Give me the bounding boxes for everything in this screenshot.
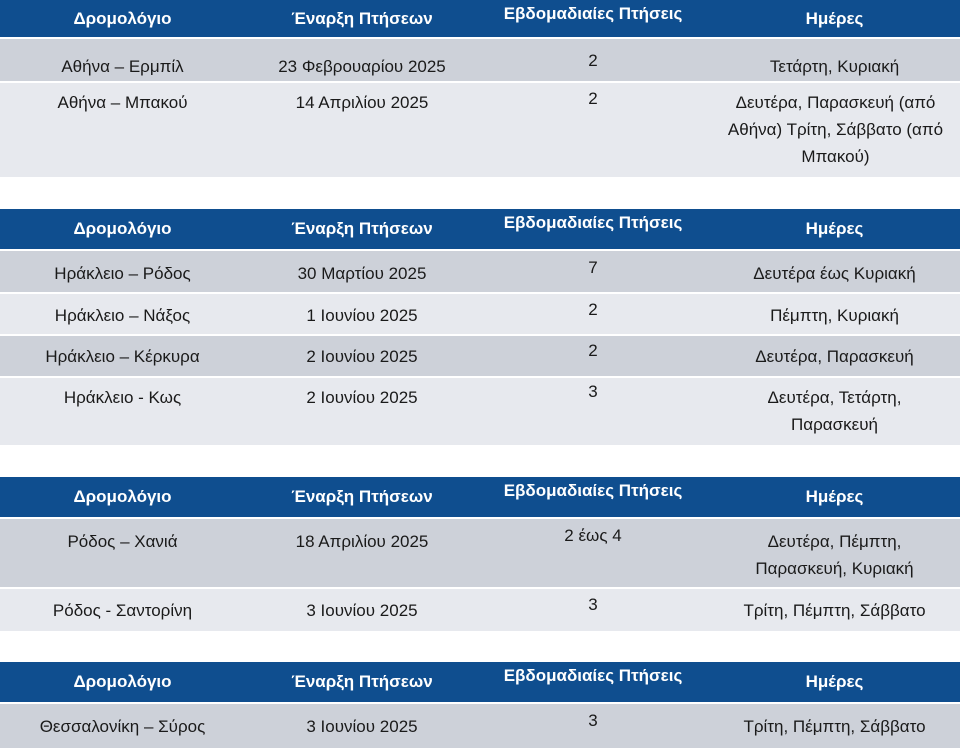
- header-start: Έναρξη Πτήσεων: [291, 487, 433, 506]
- header-weekly: Εβδομαδιαίες Πτήσεις: [503, 666, 683, 685]
- days-cell: Τρίτη, Πέμπτη, Σάββατο: [743, 717, 926, 736]
- route-cell: Αθήνα – Μπακού: [57, 93, 188, 112]
- start-cell: 18 Απριλίου 2025: [295, 532, 429, 551]
- table-row: [0, 83, 960, 177]
- days-cell: Δευτέρα, Παρασκευή (από Αθήνα) Τρίτη, Σάββατο (από Μπακού): [727, 93, 944, 166]
- route-cell: Ηράκλειο - Κως: [63, 388, 182, 407]
- weekly-cell: 7: [588, 258, 598, 277]
- route-cell: Ηράκλειο – Κέρκυρα: [45, 347, 200, 366]
- header-start: Έναρξη Πτήσεων: [291, 8, 433, 28]
- table-row: [0, 294, 960, 334]
- days-cell: Τρίτη, Πέμπτη, Σάββατο: [743, 601, 926, 620]
- header-days: Ημέρες: [805, 8, 864, 28]
- weekly-cell: 2: [588, 300, 598, 319]
- header-weekly: Εβδομαδιαίες Πτήσεις: [503, 481, 683, 500]
- weekly-cell: 3: [588, 382, 598, 401]
- header-weekly: Εβδομαδιαίες Πτήσεις: [503, 213, 683, 232]
- header-route: Δρομολόγιο: [73, 8, 172, 28]
- header-start: Έναρξη Πτήσεων: [291, 672, 433, 691]
- route-cell: Ρόδος – Χανιά: [67, 532, 178, 551]
- table-row: [0, 704, 960, 748]
- flights-table-thessaloniki: [0, 662, 960, 748]
- table-row: [0, 336, 960, 376]
- table-row: [0, 519, 960, 587]
- route-cell: Ηράκλειο – Ρόδος: [54, 264, 191, 283]
- weekly-cell: 2 έως 4: [564, 526, 622, 545]
- start-cell: 30 Μαρτίου 2025: [297, 264, 427, 283]
- header-route: Δρομολόγιο: [73, 219, 172, 238]
- weekly-cell: 2: [588, 89, 598, 108]
- route-cell: Ρόδος - Σαντορίνη: [52, 601, 193, 620]
- route-cell: Θεσσαλονίκη – Σύρος: [39, 717, 206, 736]
- route-cell: Ηράκλειο – Νάξος: [54, 306, 191, 325]
- days-cell: Πέμπτη, Κυριακή: [770, 306, 899, 325]
- table-header-row: [0, 662, 960, 702]
- weekly-cell: 3: [588, 595, 598, 614]
- flights-table-athens: [0, 0, 960, 177]
- weekly-cell: 3: [588, 711, 598, 730]
- table-header-row: [0, 0, 960, 37]
- flights-table-heraklion: [0, 209, 960, 445]
- header-route: Δρομολόγιο: [73, 672, 172, 691]
- route-cell: Αθήνα – Ερμπίλ: [61, 57, 184, 76]
- start-cell: 1 Ιουνίου 2025: [306, 306, 418, 325]
- days-cell: Δευτέρα, Παρασκευή: [755, 347, 914, 366]
- table-row: [0, 378, 960, 445]
- header-weekly: Εβδομαδιαίες Πτήσεις: [503, 4, 683, 23]
- start-cell: 14 Απριλίου 2025: [295, 93, 429, 112]
- header-days: Ημέρες: [805, 487, 864, 506]
- table-row: [0, 589, 960, 631]
- start-cell: 23 Φεβρουαρίου 2025: [278, 57, 446, 76]
- days-cell: Δευτέρα, Πέμπτη, Παρασκευή, Κυριακή: [755, 532, 914, 578]
- table-header-row: [0, 209, 960, 249]
- start-cell: 2 Ιουνίου 2025: [306, 388, 418, 407]
- days-cell: Δευτέρα έως Κυριακή: [753, 264, 916, 283]
- weekly-cell: 2: [588, 341, 598, 360]
- header-days: Ημέρες: [805, 219, 864, 238]
- start-cell: 3 Ιουνίου 2025: [306, 601, 418, 620]
- header-days: Ημέρες: [805, 672, 864, 691]
- flights-table-rhodes: [0, 477, 960, 631]
- start-cell: 2 Ιουνίου 2025: [306, 347, 418, 366]
- header-route: Δρομολόγιο: [73, 487, 172, 506]
- weekly-cell: 2: [588, 51, 598, 70]
- table-row: [0, 39, 960, 81]
- days-cell: Τετάρτη, Κυριακή: [769, 57, 900, 76]
- table-header-row: [0, 477, 960, 517]
- days-cell: Δευτέρα, Τετάρτη, Παρασκευή: [767, 388, 902, 434]
- table-row: [0, 251, 960, 292]
- start-cell: 3 Ιουνίου 2025: [306, 717, 418, 736]
- header-start: Έναρξη Πτήσεων: [291, 219, 433, 238]
